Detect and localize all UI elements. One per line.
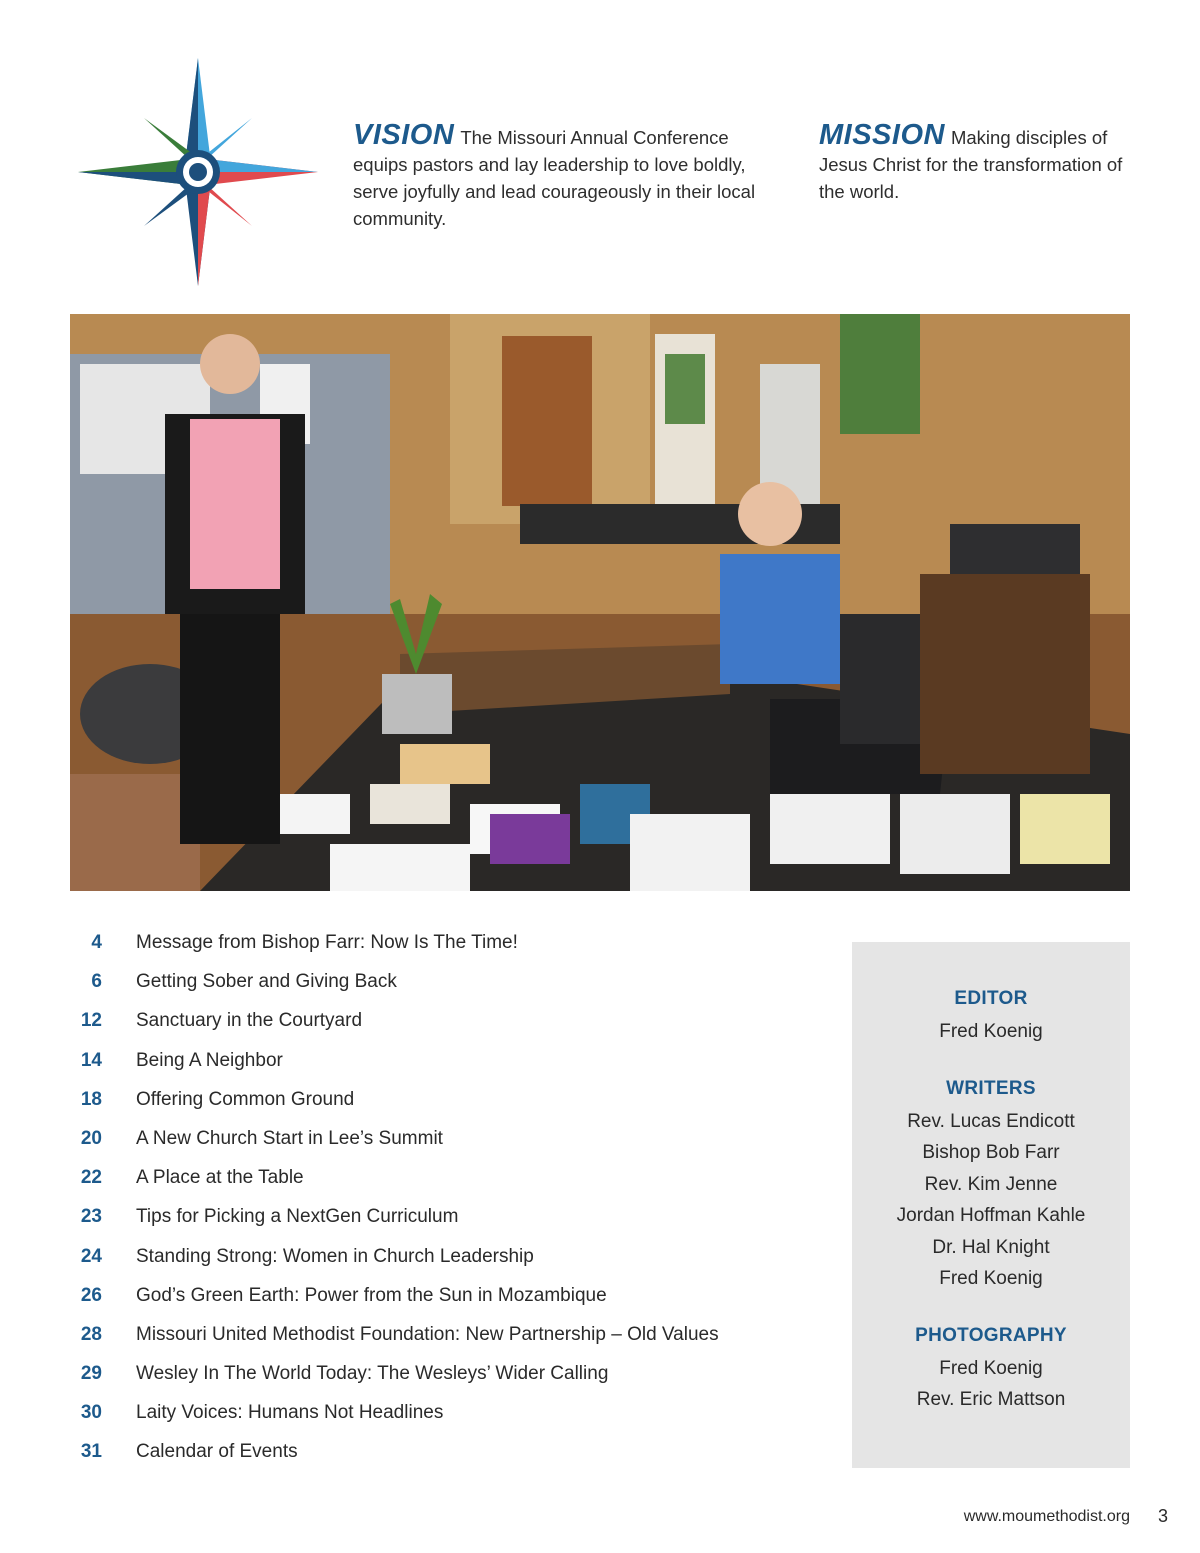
toc-row[interactable] [60, 1089, 820, 1128]
writer-name: Bishop Bob Farr [922, 1142, 1060, 1163]
toc-title: Laity Voices: Humans Not Headlines [136, 1402, 444, 1424]
toc-row[interactable] [60, 1324, 820, 1363]
vision-keyword: VISION [353, 119, 455, 151]
writer-name: Rev. Kim Jenne [924, 1173, 1058, 1195]
toc-title: Sanctuary in the Courtyard [136, 1010, 363, 1032]
writer-name: Fred Koenig [939, 1268, 1043, 1289]
toc-row[interactable] [60, 971, 820, 1010]
toc-row[interactable] [60, 1441, 820, 1480]
vision-statement [353, 119, 763, 232]
toc-page-number: 26 [80, 1284, 102, 1306]
photographer-name: Rev. Eric Mattson [916, 1389, 1066, 1410]
editor-name: Fred Koenig [939, 1021, 1043, 1042]
mission-statement [819, 119, 1139, 205]
page-number: 3 [1158, 1506, 1169, 1526]
toc-page-number: 24 [80, 1245, 102, 1267]
toc-row[interactable] [60, 1050, 820, 1089]
table-of-contents [60, 932, 820, 1481]
toc-title: Offering Common Ground [136, 1088, 355, 1110]
toc-title: A New Church Start in Lee’s Summit [136, 1127, 443, 1149]
toc-row[interactable] [60, 932, 820, 971]
toc-title: Wesley In The World Today: The Wesleys’ Wider Calling [136, 1363, 609, 1385]
toc-page-number: 20 [80, 1127, 102, 1149]
toc-title: A Place at the Table [136, 1167, 304, 1189]
mission-text: Making disciples of Jesus Christ for the transformation of the world. [819, 127, 1123, 202]
toc-title: Tips for Picking a NextGen Curriculum [136, 1206, 459, 1228]
toc-page-number: 23 [80, 1206, 102, 1228]
toc-title: God’s Green Earth: Power from the Sun in Mozambique [136, 1284, 607, 1306]
toc-page-number: 28 [80, 1323, 102, 1345]
writer-name: Rev. Lucas Endicott [907, 1110, 1075, 1132]
photographer-name: Fred Koenig [939, 1357, 1043, 1379]
toc-title: Message from Bishop Farr: Now Is The Time! [136, 932, 518, 953]
toc-row[interactable] [60, 1206, 820, 1245]
toc-row[interactable] [60, 1402, 820, 1441]
photography-section [852, 1325, 1130, 1416]
toc-title: Calendar of Events [136, 1441, 298, 1463]
toc-page-number: 29 [80, 1363, 102, 1385]
staff-credits-panel [852, 942, 1130, 1468]
toc-page-number: 31 [80, 1441, 102, 1463]
toc-row[interactable] [60, 1246, 820, 1285]
compass-star-icon [76, 54, 320, 290]
editor-heading: EDITOR [954, 988, 1028, 1009]
toc-row[interactable] [60, 1167, 820, 1206]
writers-heading: WRITERS [946, 1077, 1036, 1099]
writer-name: Dr. Hal Knight [932, 1236, 1050, 1258]
toc-row[interactable] [60, 1128, 820, 1167]
office-photo [70, 314, 1130, 891]
photography-heading: PHOTOGRAPHY [915, 1324, 1067, 1346]
toc-row[interactable] [60, 1010, 820, 1049]
toc-page-number: 4 [91, 932, 102, 953]
mission-keyword: MISSION [819, 119, 945, 151]
toc-title: Standing Strong: Women in Church Leadership [136, 1245, 534, 1267]
toc-page-number: 22 [80, 1167, 102, 1189]
toc-row[interactable] [60, 1363, 820, 1402]
writer-name: Jordan Hoffman Kahle [896, 1205, 1086, 1226]
toc-page-number: 14 [80, 1049, 102, 1071]
editor-section [852, 988, 1130, 1048]
toc-title: Missouri United Methodist Foundation: New Partnership – Old Values [136, 1323, 719, 1345]
toc-page-number: 30 [80, 1402, 102, 1424]
toc-page-number: 18 [80, 1088, 102, 1110]
toc-page-number: 12 [80, 1010, 102, 1032]
toc-title: Being A Neighbor [136, 1049, 283, 1071]
toc-row[interactable] [60, 1285, 820, 1324]
writers-section [852, 1078, 1130, 1295]
vision-text: The Missouri Annual Conference equips pastors and lay leadership to love boldly, serve joyfully and lead courageously in their local community. [353, 127, 756, 229]
toc-title: Getting Sober and Giving Back [136, 971, 397, 993]
toc-page-number: 6 [91, 971, 102, 993]
footer-url[interactable]: www.moumethodist.org [963, 1508, 1130, 1525]
